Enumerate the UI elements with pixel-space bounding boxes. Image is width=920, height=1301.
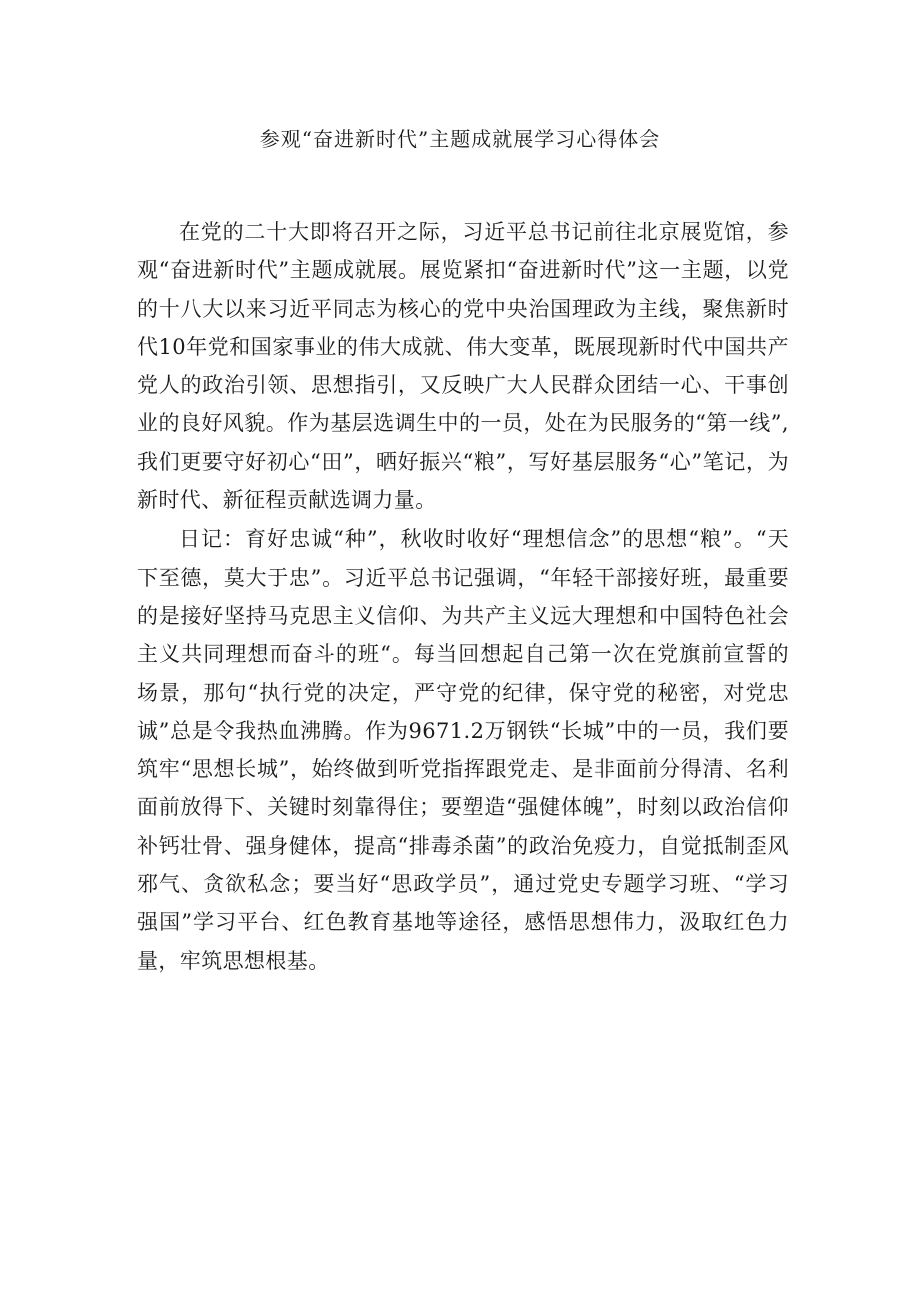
paragraph-1: 在党的二十大即将召开之际，习近平总书记前往北京展览馆，参观“奋进新时代”主题成就展。展览紧扣“奋进新时代”这一主题，以党的十八大以来习近平同志为核心的党中央治国理政为主线，聚焦新时代10年党和国家事业的伟大成就、伟大变革，既展现新时代中国共产党人的政治引领、思想指引，又反映广大人民群众团结一心、干事创业的良好风貌。作为基层选调生中的一员，处在为民服务的“第一线”,我们更要守好初心“田”，晒好振兴“粮”，写好基层服务“心”笔记，为新时代、新征程贡献选调力量。 [137, 220, 789, 513]
paragraph-2: 日记：育好忠诚“种”，秋收时收好“理想信念”的思想“粮”。“天下至德，莫大于忠”。习近平总书记强调，“年轻干部接好班，最重要的是接好坚持马克思主义信仰、为共产主义远大理想和中国特色社会主义共同理想而奋斗的班“。每当回想起自己第一次在党旗前宣誓的场景，那句“执行党的决定，严守党的纪律，保守党的秘密，对党忠诚”总是令我热血沸腾。作为9671.2万钢铁“长城”中的一员，我们要筑牢“思想长城”，始终做到听党指挥跟党走、是非面前分得清、名利面前放得下、关键时刻靠得住；要塑造“强健体魄”，时刻以政治信仰补钙壮骨、强身健体，提高“排毒杀菌”的政治免疫力，自觉抵制歪风邪气、贪欲私念；要当好“思政学员”，通过党史专题学习班、“学习强国”学习平台、红色教育基地等途径，感悟思想伟力，汲取红色力量，牢筑思想根基。 [137, 527, 789, 973]
document-body [137, 213, 789, 980]
document-title: 参观“奋进新时代”主题成就展学习心得体会 [259, 127, 661, 151]
